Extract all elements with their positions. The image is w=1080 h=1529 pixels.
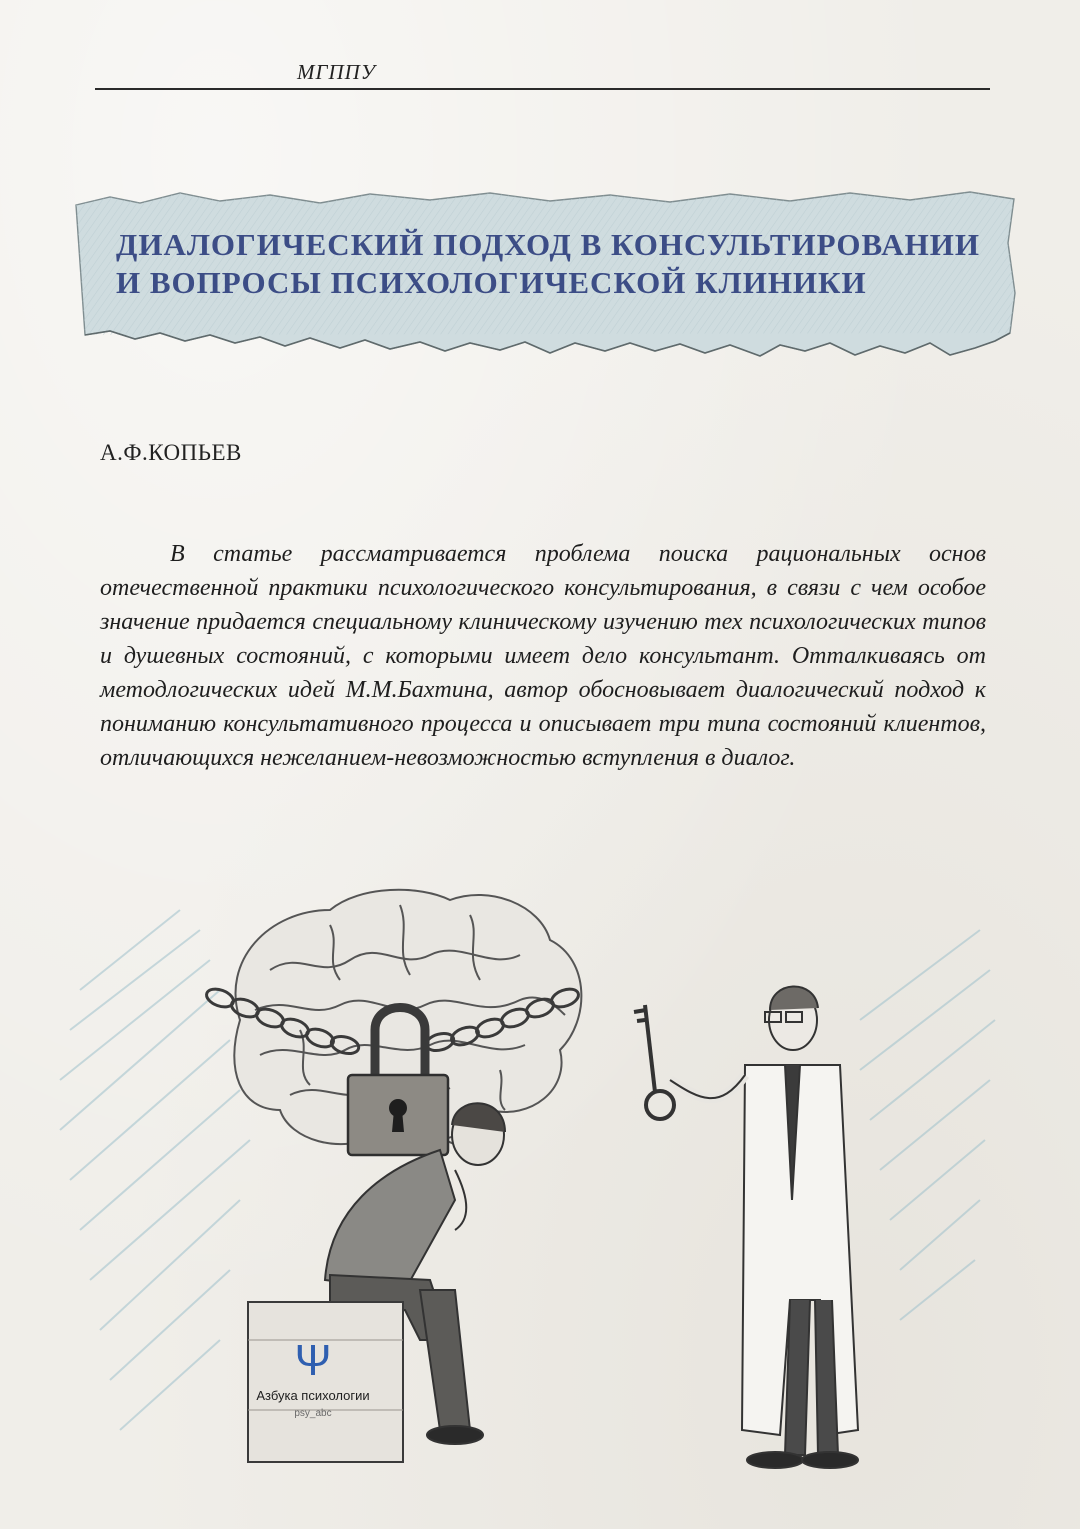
article-title-line-1: ДИАЛОГИЧЕСКИЙ ПОДХОД В КОНСУЛЬТИРОВАНИИ [116, 227, 980, 262]
journal-name: МГППУ [297, 60, 376, 84]
article-title-line-2: И ВОПРОСЫ ПСИХОЛОГИЧЕСКОЙ КЛИНИКИ [116, 265, 867, 300]
watermark-text: Азбука психологии [256, 1388, 370, 1403]
watermark-handle: psy_abc [294, 1408, 332, 1419]
illustration [0, 870, 1080, 1529]
key-icon [634, 1005, 674, 1119]
abstract-text: В статье рассматривается проблема поиска рациональных основ отечественной практики психологического консультирования, в связи с чем особое значение придается специальному клиническому изучению тех психологических типов и душевных состояний, с которыми имеет дело консультант. Отталкиваясь от методлогических идей М.М.Бахтина, автор обосновывает диалогический подход к пониманию консультативного процесса и описывает три типа состояний клиентов, отличающихся нежеланием-невозможностью вступления в диалог. [100, 541, 986, 771]
header-rule [95, 88, 990, 90]
author-name: А.Ф.КОПЬЕВ [100, 440, 242, 465]
watermark-logo-icon: Ψ [294, 1336, 332, 1385]
doctor-drawing [670, 986, 858, 1468]
article-title [116, 226, 1016, 302]
